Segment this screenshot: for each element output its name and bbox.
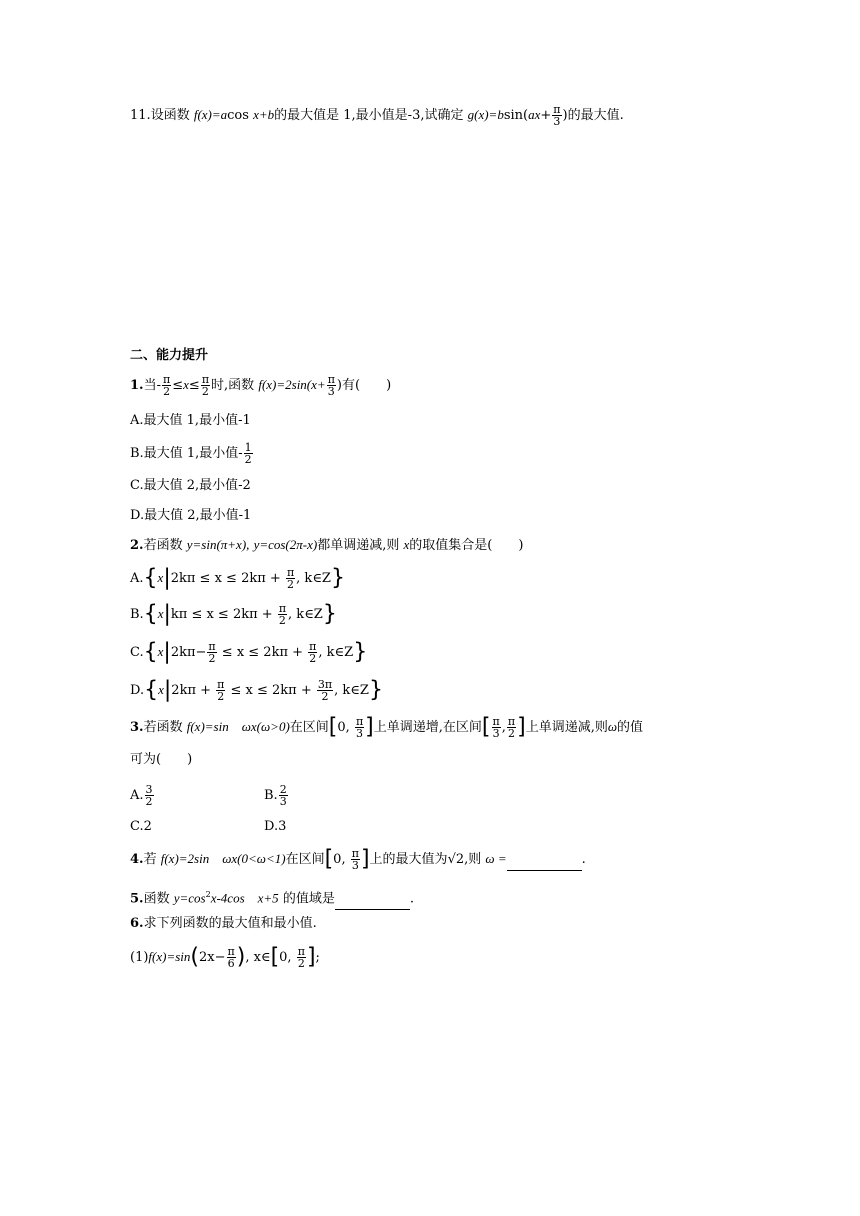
question-number: 3. — [130, 720, 144, 735]
section-title: 二、能力提升 — [130, 348, 209, 363]
math-variable: x — [183, 377, 189, 392]
q3-option-c: C.2 — [130, 819, 152, 834]
le-sign: ≤ — [188, 378, 200, 393]
fraction: $\frac{\pi}{3}$ — [327, 373, 335, 398]
math-expression: f(x)=2sin ωx(0<ω<1) — [160, 851, 286, 866]
q6-part-1: (1)f(x)=sin(2x− $\frac{\pi}{6}$ ), x∈[0, $\frac{\pi}{2}$ ]; — [130, 944, 320, 970]
q1-line — [130, 374, 391, 397]
answer-blank[interactable] — [335, 895, 410, 910]
math-expression: y=sin(π+x), — [186, 537, 250, 552]
q3-line: 3.若函数 f(x)=sin ωx(ω>0)在区间[0, $\frac{\pi}{3}$ ]上单调递增,在区间[ $\frac{\pi}{3}$ , $\frac{\pi}{2}$ ]上单调递减,则ω的值 — [130, 714, 644, 740]
q2-line — [130, 534, 523, 557]
math-expression: x-4cos x+5 — [210, 890, 279, 906]
text: 的最大值是 1,最小值是-3,试确定 — [274, 108, 464, 123]
text: 的取值集合是( ) — [409, 538, 524, 553]
q1-option-c: C.最大值 2,最小值-2 — [130, 478, 251, 493]
text: 若函数 — [143, 538, 183, 553]
q3-option-b: B. $\frac{2}{3}$ — [264, 783, 287, 808]
q1-option-d: D.最大值 2,最小值-1 — [130, 508, 252, 523]
question-number: 1. — [130, 378, 144, 393]
text: )的最大值. — [562, 108, 624, 123]
math-function: sin( — [503, 108, 529, 123]
q2-option-c: C.{x|2kπ− $\frac{\pi}{2}$ ≤ x ≤ 2kπ + $\frac{\pi}{2}$ , k∈Z} — [130, 639, 368, 665]
q4-line: 4.若 f(x)=2sin ωx(0<ω<1)在区间[0, $\frac{\pi}{3}$ ]上的最大值为√2,则 ω = . — [130, 846, 586, 872]
question-number: 5. — [130, 891, 144, 907]
q2-option-a: A.{x|2kπ ≤ x ≤ 2kπ + $\frac{\pi}{2}$ , k∈Z} — [130, 565, 345, 591]
q1-option-b: B.最大值 1,最小值- $\frac{1}{2}$ — [130, 441, 252, 466]
text: 当- — [143, 378, 161, 393]
math-variable: x — [253, 107, 259, 122]
math-expression: g(x)=b — [467, 107, 504, 122]
q2-option-d: D.{x|2kπ + $\frac{\pi}{2}$ ≤ x ≤ 2kπ + $\frac{3\pi}{2}$ , k∈Z} — [130, 677, 383, 703]
math-expression: f(x)=2sin(x+ — [258, 377, 326, 392]
math-variable: x — [403, 537, 410, 552]
plus-sign: + — [540, 108, 552, 123]
question-number: 4. — [130, 852, 144, 867]
math-expression: f(x)=sin ωx(ω>0) — [186, 719, 290, 734]
math-expression: f(x)=sin — [148, 949, 191, 964]
math-expression: y=cos — [173, 890, 206, 906]
math-expression: f(x)=a — [193, 107, 228, 122]
question-number: 2. — [130, 538, 144, 553]
q3-option-a: A. $\frac{3}{2}$ — [130, 783, 153, 808]
fraction: $\frac{\pi}{2}$ — [201, 373, 210, 398]
math-expression: y=cos(2π-x) — [253, 537, 318, 552]
q6-line: 6.求下列函数的最大值和最小值. — [130, 916, 317, 931]
q11-line — [130, 104, 624, 127]
fraction: $\frac{\pi}{2}$ — [162, 373, 171, 398]
text: 都单调递减,则 — [317, 538, 400, 553]
math-variable: ax — [528, 107, 541, 122]
le-sign: ≤ — [172, 378, 184, 393]
fraction: $\frac{1}{2}$ — [244, 441, 252, 466]
text: 设函数 — [150, 108, 190, 123]
text: 时,函数 — [211, 378, 255, 393]
q5-line: 5.函数 $y=\cos^2x-4\cos$ x+5 的值域是 . — [130, 884, 414, 910]
q2-option-b: B.{x|kπ ≤ x ≤ 2kπ + $\frac{\pi}{2}$ , k∈Z} — [130, 601, 337, 627]
text: )有( ) — [336, 378, 392, 393]
q1-option-a: A.最大值 1,最小值-1 — [130, 413, 251, 428]
math-expression: +b — [258, 107, 275, 122]
question-number: 11. — [130, 108, 151, 123]
fraction: $\frac{\pi}{3}$ — [553, 103, 561, 128]
math-function: cos — [227, 108, 249, 123]
answer-blank[interactable] — [507, 856, 582, 871]
q3-option-d: D.3 — [264, 819, 287, 834]
q3-line-2: 可为( ) — [130, 752, 193, 767]
question-number: 6. — [130, 916, 144, 931]
